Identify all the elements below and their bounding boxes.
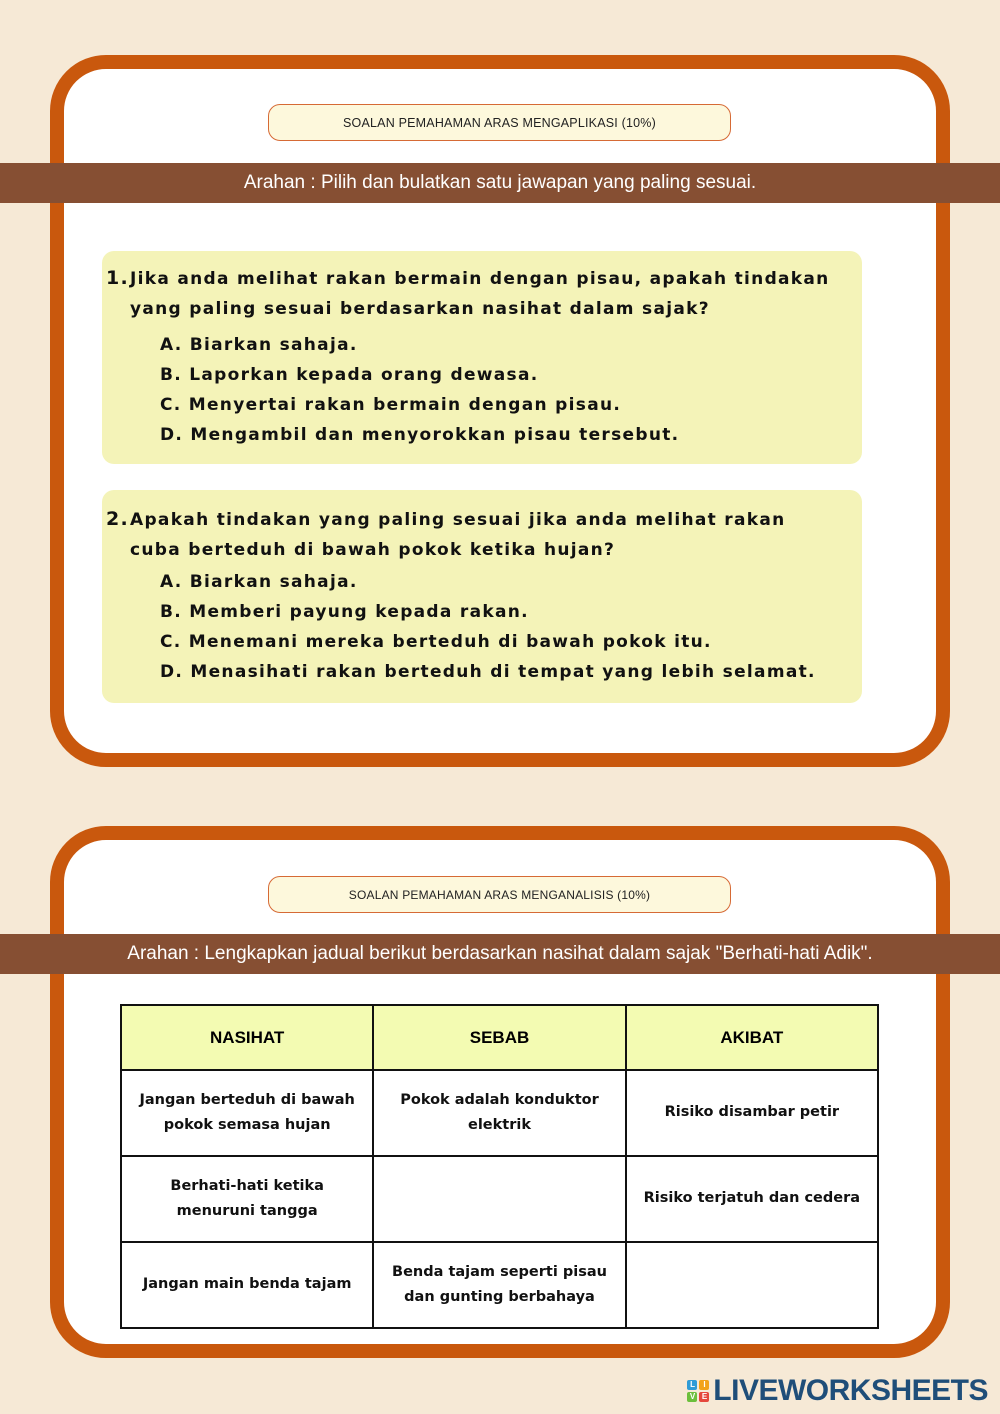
section-title-pill: SOALAN PEMAHAMAN ARAS MENGANALISIS (10%) <box>268 876 731 913</box>
column-header-sebab: SEBAB <box>373 1005 625 1070</box>
answer-option-d[interactable]: D. Menasihati rakan berteduh di tempat yang lebih selamat. <box>160 662 816 682</box>
table-cell: Risiko terjatuh dan cedera <box>626 1156 878 1242</box>
section-title-pill: SOALAN PEMAHAMAN ARAS MENGAPLIKASI (10%) <box>268 104 731 141</box>
answer-option-a[interactable]: A. Biarkan sahaja. <box>160 572 358 592</box>
table-cell: Benda tajam seperti pisau dan gunting berbahaya <box>373 1242 625 1328</box>
question-number: 2. <box>106 508 130 530</box>
logo-mark-icon: L I V E <box>687 1380 709 1402</box>
question-text-line1: Jika anda melihat rakan bermain dengan pisau, apakah tindakan <box>130 269 830 289</box>
advice-table <box>120 1004 879 1329</box>
table-row <box>121 1156 878 1242</box>
answer-option-d[interactable]: D. Mengambil dan menyorokkan pisau tersebut. <box>160 425 680 445</box>
table-row <box>121 1070 878 1156</box>
question-text-line2: yang paling sesuai berdasarkan nasihat dalam sajak? <box>130 299 710 319</box>
answer-option-c[interactable]: C. Menemani mereka berteduh di bawah pokok itu. <box>160 632 712 652</box>
question-card-1 <box>102 251 862 464</box>
logo-text: LIVEWORKSHEETS <box>713 1374 988 1407</box>
answer-blank-cell[interactable] <box>626 1242 878 1328</box>
table-cell: Jangan berteduh di bawah pokok semasa hujan <box>121 1070 373 1156</box>
question-text-line2: cuba berteduh di bawah pokok ketika hujan? <box>130 540 616 560</box>
liveworksheets-logo[interactable] <box>687 1374 988 1408</box>
answer-option-a[interactable]: A. Biarkan sahaja. <box>160 335 358 355</box>
table-header-row <box>121 1005 878 1070</box>
question-number: 1. <box>106 267 130 289</box>
column-header-nasihat: NASIHAT <box>121 1005 373 1070</box>
instruction-banner: Arahan : Pilih dan bulatkan satu jawapan yang paling sesuai. <box>0 163 1000 203</box>
answer-blank-cell[interactable] <box>373 1156 625 1242</box>
table-cell: Pokok adalah konduktor elektrik <box>373 1070 625 1156</box>
question-text-line1: Apakah tindakan yang paling sesuai jika anda melihat rakan <box>130 510 786 530</box>
instruction-banner: Arahan : Lengkapkan jadual berikut berdasarkan nasihat dalam sajak "Berhati-hati Adik". <box>0 934 1000 974</box>
answer-option-b[interactable]: B. Laporkan kepada orang dewasa. <box>160 365 539 385</box>
column-header-akibat: AKIBAT <box>626 1005 878 1070</box>
table-cell: Jangan main benda tajam <box>121 1242 373 1328</box>
table-cell: Risiko disambar petir <box>626 1070 878 1156</box>
question-card-2 <box>102 490 862 703</box>
table-row <box>121 1242 878 1328</box>
table-cell: Berhati-hati ketika menuruni tangga <box>121 1156 373 1242</box>
answer-option-b[interactable]: B. Memberi payung kepada rakan. <box>160 602 529 622</box>
answer-option-c[interactable]: C. Menyertai rakan bermain dengan pisau. <box>160 395 622 415</box>
